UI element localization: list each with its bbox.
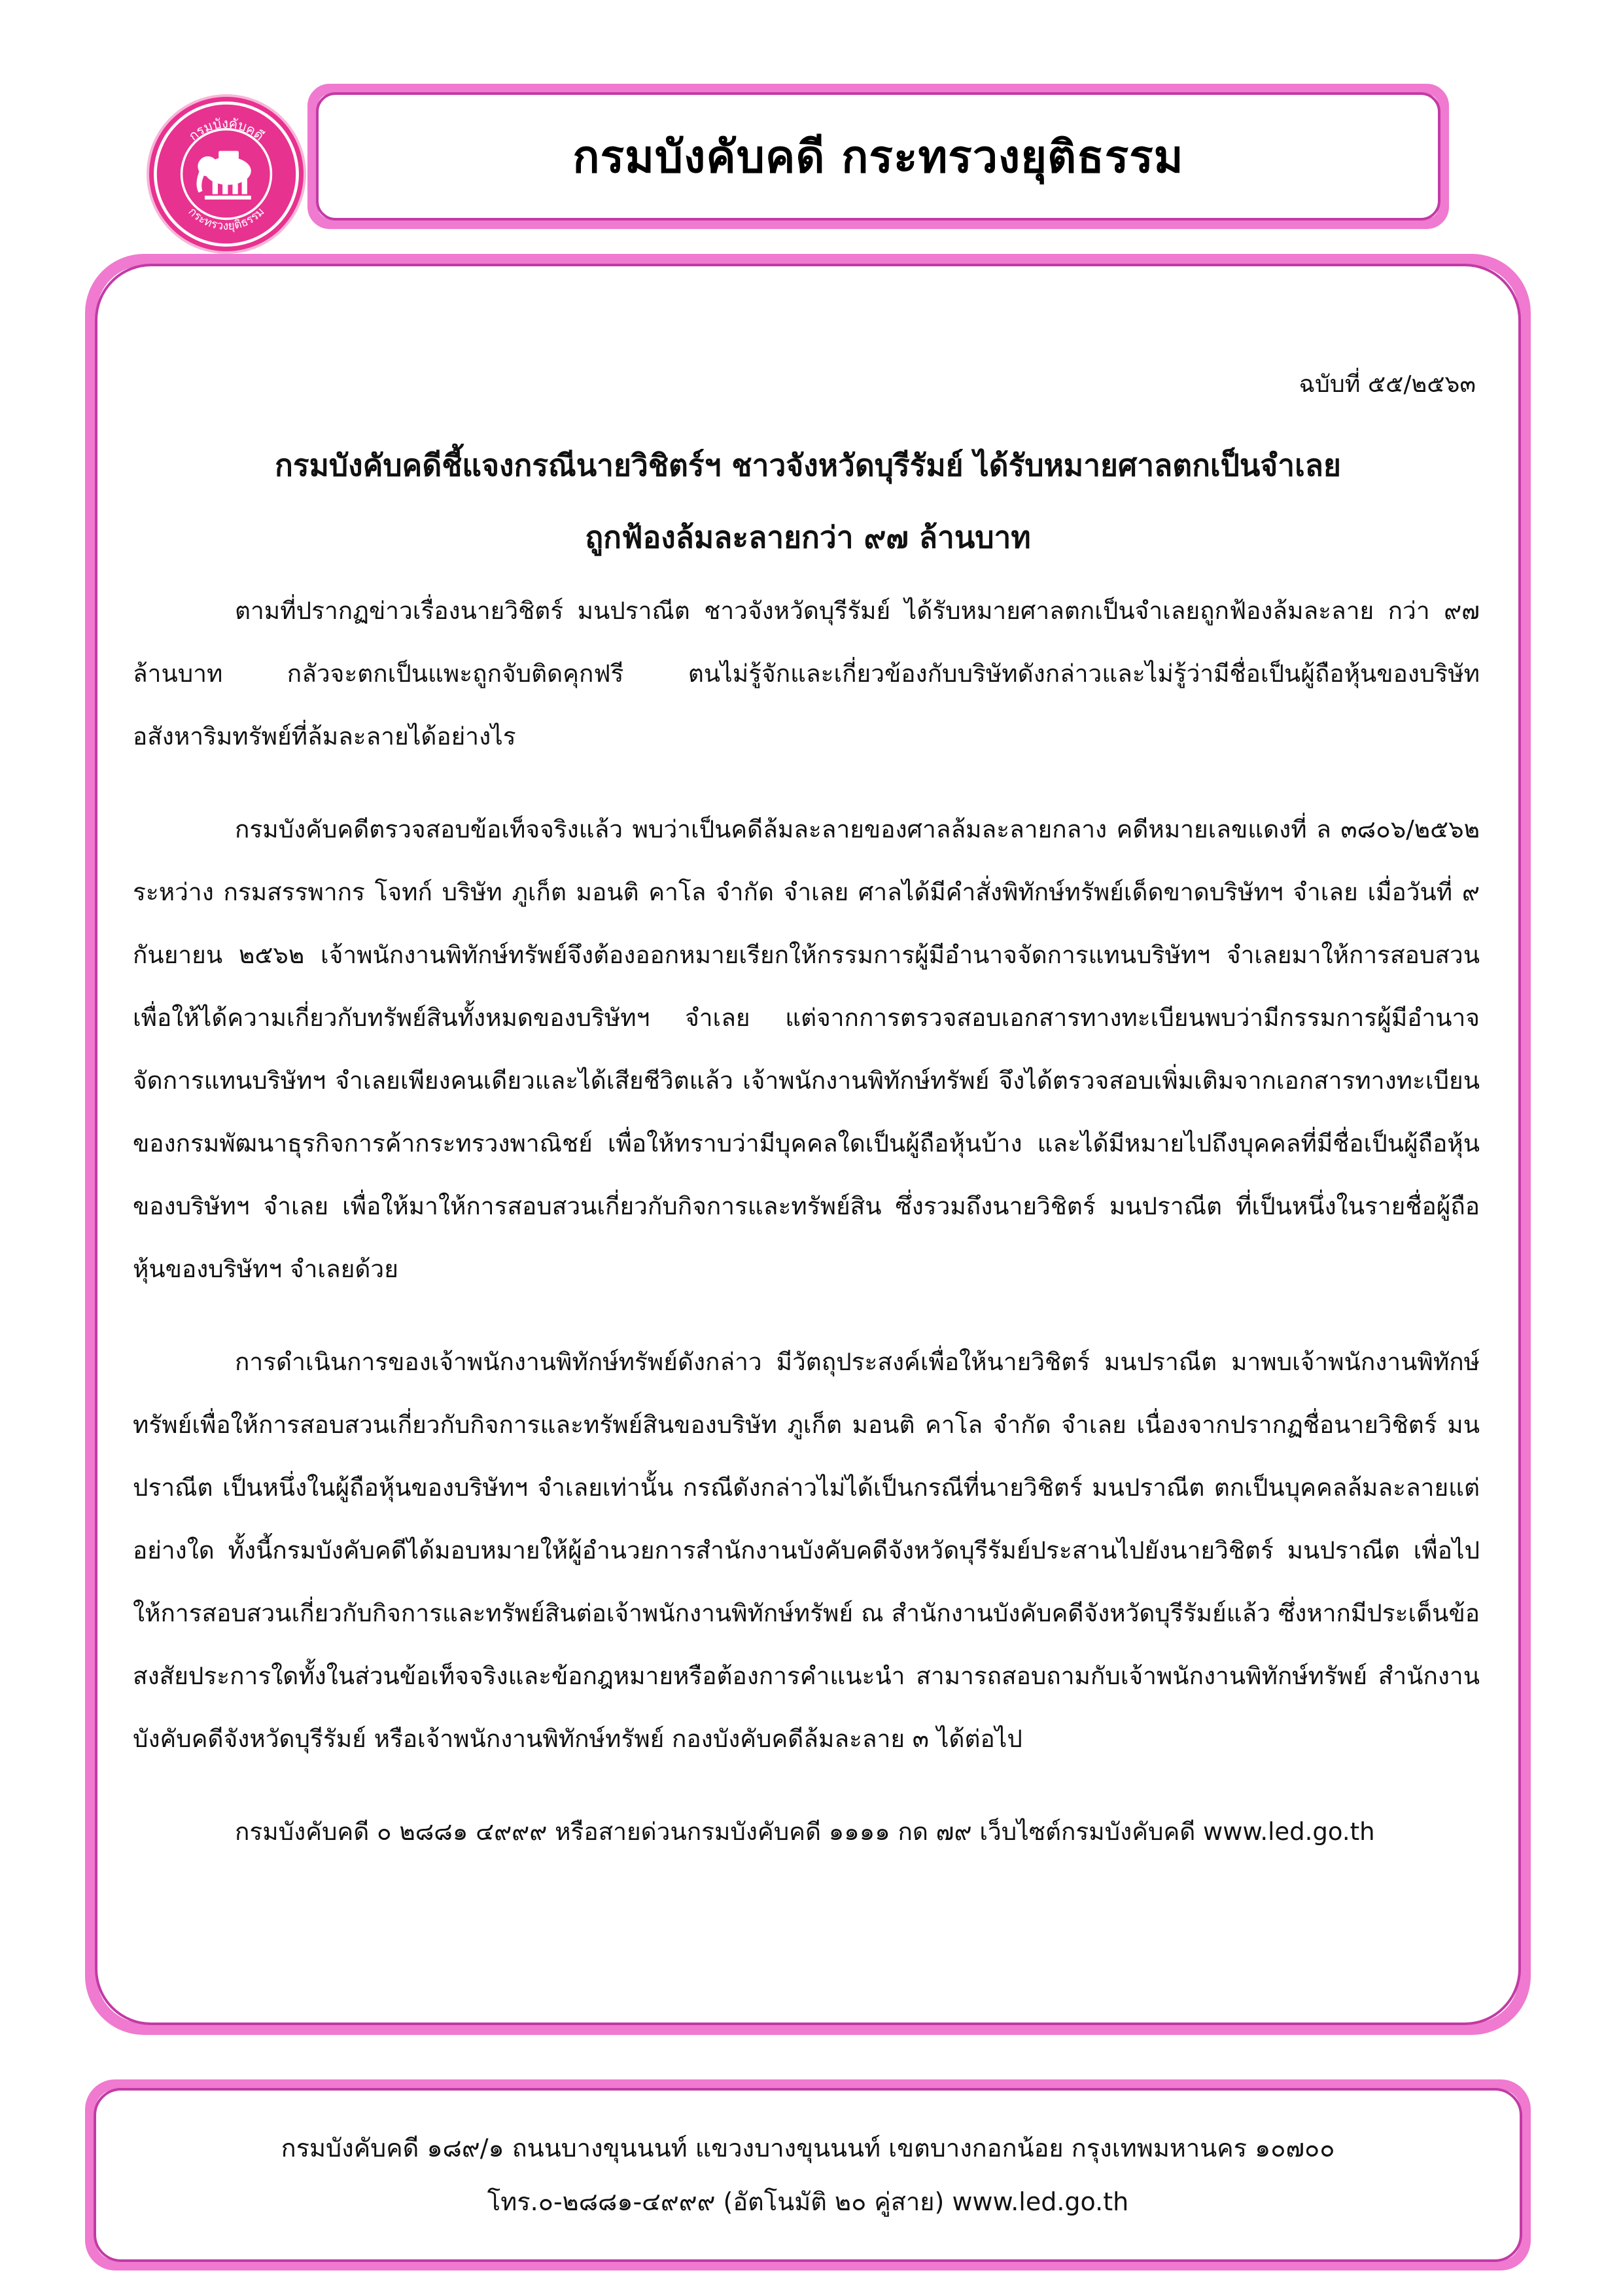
press-release-frame [85, 254, 1531, 2035]
paragraph-2: กรมบังคับคดีตรวจสอบข้อเท็จจริงแล้ว พบว่าเป็นคดีล้มละลายของศาลล้มละลายกลาง คดีหมายเลขแดงที่ ล ๓๘๐๖/๒๕๖๒ ระหว่าง กรมสรรพากร โจทก์ บริษัท ภูเก็ต มอนติ คาโล จำกัด จำเลย ศาลได้มีคำสั่งพิทักษ์ทรัพย์เด็ดขาดบริษัทฯ จำเลย เมื่อวันที่ ๙ กันยายน ๒๕๖๒ เจ้าพนักงานพิทักษ์ทรัพย์จึงต้องออกหมายเรียกให้กรรมการผู้มีอำนาจจัดการแทนบริษัทฯ จำเลยมาให้การสอบสวนเพื่อให้ได้ความเกี่ยวกับทรัพย์สินทั้งหมดของบริษัทฯ จำเลย แต่จากการตรวจสอบเอกสารทางทะเบียนพบว่ามีกรรมการผู้มีอำนาจจัดการแทนบริษัทฯ จำเลยเพียงคนเดียวและได้เสียชีวิตแล้ว เจ้าพนักงานพิทักษ์ทรัพย์ จึงได้ตรวจสอบเพิ่มเติมจากเอกสารทางทะเบียนของกรมพัฒนาธุรกิจการค้ากระทรวงพาณิชย์ เพื่อให้ทราบว่ามีบุคคลใดเป็นผู้ถือหุ้นบ้าง และได้มีหมายไปถึงบุคคลที่มีชื่อเป็นผู้ถือหุ้นของบริษัทฯ จำเลย เพื่อให้มาให้การสอบสวนเกี่ยวกับกิจการและทรัพย์สิน ซึ่งรวมถึงนายวิชิตร์ มนปราณีต ที่เป็นหนึ่งในรายชื่อผู้ถือหุ้นของบริษัทฯ จำเลยด้วย [133, 815, 1480, 1283]
body-text [133, 580, 1480, 1894]
footer-contact: โทร.๐-๒๘๘๑-๔๙๙๙ (อัตโนมัติ ๒๐ คู่สาย) www.led.go.th [487, 2187, 1129, 2216]
headline-line-1: กรมบังคับคดีชี้แจงกรณีนายวิชิตร์ฯ ชาวจังหวัดบุรีรัมย์ ได้รับหมายศาลตกเป็นจำเลย [275, 448, 1341, 483]
footer-contact-box [85, 2079, 1531, 2270]
department-logo [149, 97, 304, 251]
paragraph-3: การดำเนินการของเจ้าพนักงานพิทักษ์ทรัพย์ดังกล่าว มีวัตถุประสงค์เพื่อให้นายวิชิตร์ มนปราณีต มาพบเจ้าพนักงานพิทักษ์ทรัพย์เพื่อให้การสอบสวนเกี่ยวกับกิจการและทรัพย์สินของบริษัท ภูเก็ต มอนติ คาโล จำกัด จำเลย เนื่องจากปรากฏชื่อนายวิชิตร์ มนปราณีต เป็นหนึ่งในผู้ถือหุ้นของบริษัทฯ จำเลยเท่านั้น กรณีดังกล่าวไม่ได้เป็นกรณีที่นายวิชิตร์ มนปราณีต ตกเป็นบุคคลล้มละลายแต่อย่างใด ทั้งนี้กรมบังคับคดีได้มอบหมายให้ผู้อำนวยการสำนักงานบังคับคดีจังหวัดบุรีรัมย์ประสานไปยังนายวิชิตร์ มนปราณีต เพื่อไปให้การสอบสวนเกี่ยวกับกิจการและทรัพย์สินต่อเจ้าพนักงานพิทักษ์ทรัพย์ ณ สำนักงานบังคับคดีจังหวัดบุรีรัมย์แล้ว ซึ่งหากมีประเด็นข้อสงสัยประการใดทั้งในส่วนข้อเท็จจริงและข้อกฎหมายหรือต้องการคำแนะนำ สามารถสอบถามกับเจ้าพนักงานพิทักษ์ทรัพย์ สำนักงานบังคับคดีจังหวัดบุรีรัมย์ หรือเจ้าพนักงานพิทักษ์ทรัพย์ กองบังคับคดีล้มละลาย ๓ ได้ต่อไป [133, 1348, 1480, 1753]
headline [136, 429, 1480, 573]
footer-address: กรมบังคับคดี ๑๘๙/๑ ถนนบางขุนนนท์ แขวงบางขุนนนท์ เขตบางกอกน้อย กรุงเทพมหานคร ๑๐๗๐๐ [281, 2134, 1335, 2163]
elephant-seal-icon [149, 97, 304, 251]
headline-line-2: ถูกฟ้องล้มละลายกว่า ๙๗ ล้านบาท [585, 520, 1031, 555]
paragraph-4: กรมบังคับคดี ๐ ๒๘๘๑ ๔๙๙๙ หรือสายด่วนกรมบังคับคดี ๑๑๑๑ กด ๗๙ เว็บไซต์กรมบังคับคดี www.led.go.th [235, 1818, 1375, 1846]
header-banner [307, 84, 1449, 229]
logo-bottom-text: กระทรวงยุติธรรม [185, 205, 268, 234]
header-title: กรมบังคับคดี กระทรวงยุติธรรม [572, 131, 1184, 183]
logo-top-text: กรมบังคับคดี [185, 115, 268, 144]
issue-number: ฉบับที่ ๕๕/๒๕๖๓ [1299, 371, 1476, 398]
paragraph-1: ตามที่ปรากฏข่าวเรื่องนายวิชิตร์ มนปราณีต ชาวจังหวัดบุรีรัมย์ ได้รับหมายศาลตกเป็นจำเลยถูกฟ้องล้มละลาย กว่า ๙๗ ล้านบาท กลัวจะตกเป็นแพะถูกจับติดคุกฟรี ตนไม่รู้จักและเกี่ยวข้องกับบริษัทดังกล่าวและไม่รู้ว่ามีชื่อเป็นผู้ถือหุ้นของบริษัทอสังหาริมทรัพย์ที่ล้มละลายได้อย่างไร [133, 597, 1480, 751]
